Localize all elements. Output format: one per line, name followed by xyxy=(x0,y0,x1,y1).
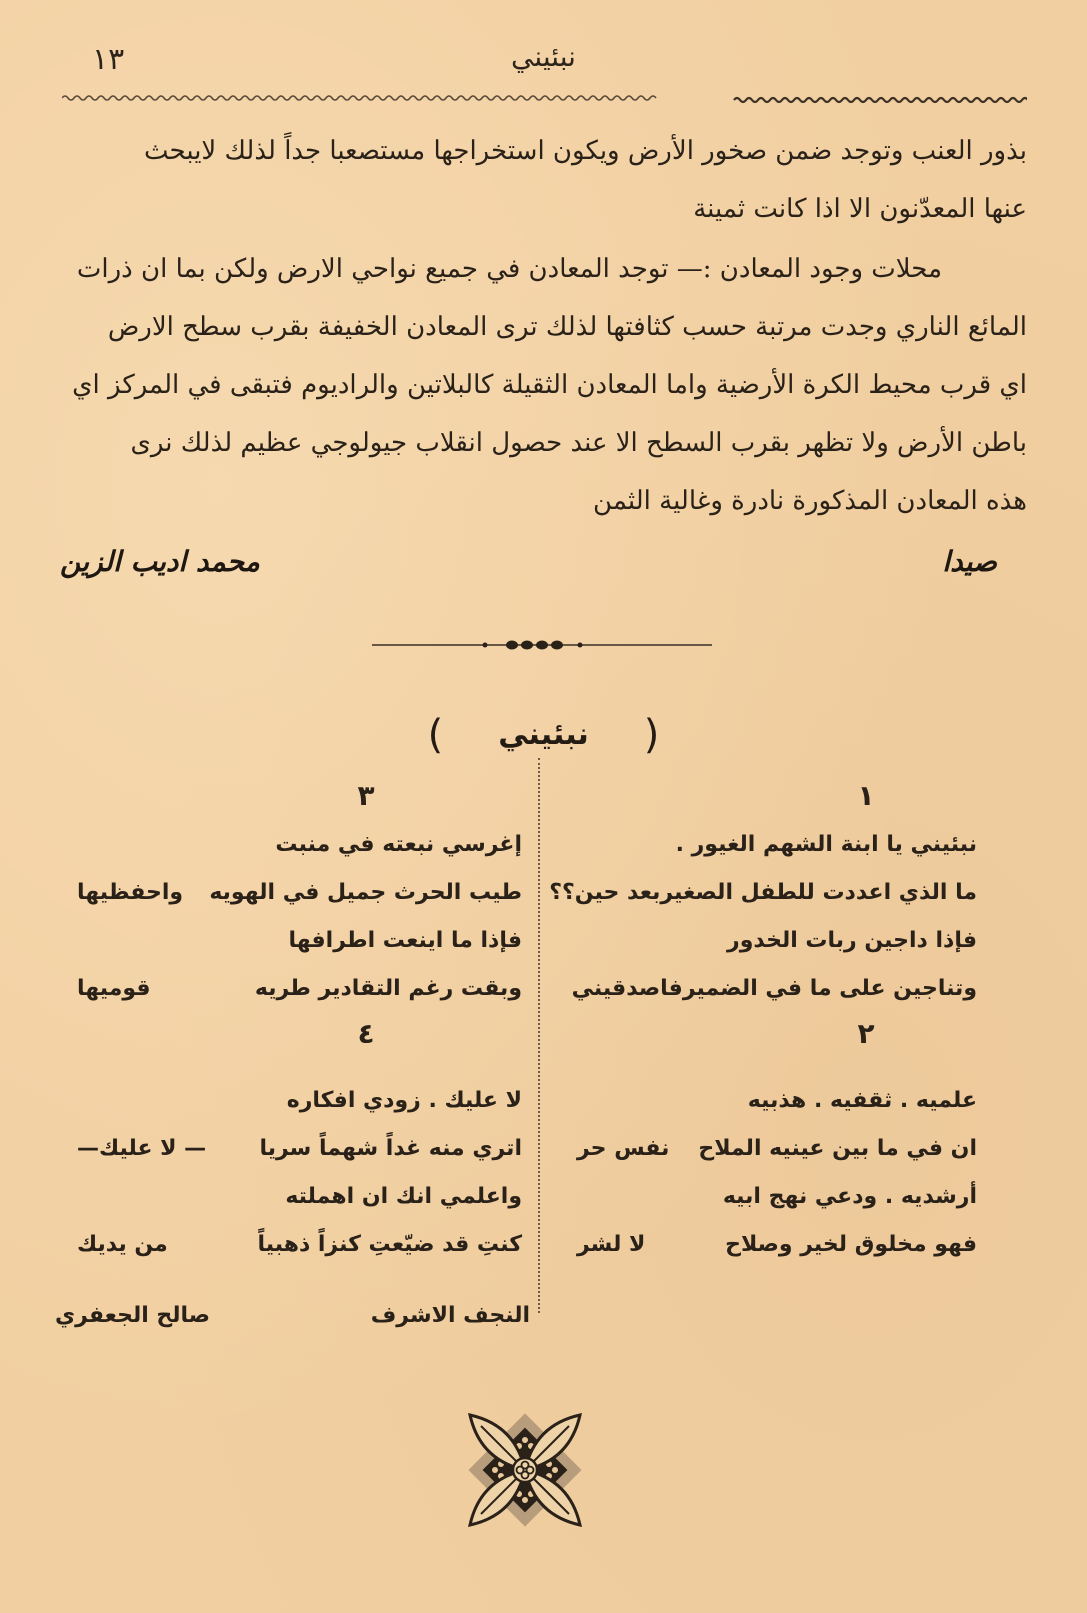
beaded-rule-icon xyxy=(372,638,712,652)
poem-place: النجف الاشرف xyxy=(370,1303,530,1328)
verse-line: ما الذي اعددت للطفل الصغير بعد حين؟؟ xyxy=(549,880,977,905)
stanza-number: ٣ xyxy=(357,779,375,812)
article-line: باطن الأرض ولا تظهر بقرب السطح الا عند حصول انقلاب جيولوجي عظيم لذلك نرى xyxy=(130,428,1027,458)
wavy-rule-icon xyxy=(62,92,1027,104)
poem-signature xyxy=(55,1303,530,1328)
article-line: هذه المعادن المذكورة نادرة وغالية الثمن xyxy=(593,486,1027,516)
poem-title: (نبئيني) xyxy=(427,712,660,758)
article-paragraph-2 xyxy=(52,240,1027,530)
verse-line: اتري منه غداً شهماً سريا — لا عليك— xyxy=(77,1136,522,1161)
poem-column-right xyxy=(549,775,977,1269)
stanza-number: ٤ xyxy=(357,1017,375,1050)
verse-line: فهو مخلوق لخير وصلاح لا لشر xyxy=(577,1232,977,1257)
poem-column-left xyxy=(50,775,522,1269)
stanza-number: ١ xyxy=(857,779,875,812)
article-signature xyxy=(60,545,997,578)
verse-line: فإذا ما اينعت اطرافها xyxy=(288,928,522,953)
page-number: ١٣ xyxy=(92,42,125,77)
verse-line: نبئيني يا ابنة الشهم الغيور . xyxy=(675,832,977,857)
poem-title-text: نبئيني xyxy=(498,717,589,752)
running-title: نبئيني xyxy=(511,40,576,73)
article-line: محلات وجود المعادن :— توجد المعادن في جميع نواحي الارض ولكن بما ان ذرات xyxy=(76,254,942,284)
verse-line: علميه . ثقفيه . هذبيه xyxy=(747,1088,977,1113)
article-paragraph-1 xyxy=(52,122,1027,238)
verse-line: أرشديه . ودعي نهج ابيه xyxy=(722,1184,977,1209)
floral-tailpiece-icon xyxy=(460,1405,590,1535)
verse-line: فإذا داجين ربات الخدور xyxy=(727,928,977,953)
verse-line: إغرسي نبعته في منبت xyxy=(275,832,522,857)
verse-line: لا عليك . زودي افكاره xyxy=(286,1088,522,1113)
verse-line: ان في ما بين عينيه الملاح نفس حر xyxy=(577,1136,977,1161)
article-line: المائع الناري وجدت مرتبة حسب كثافتها لذلك ترى المعادن الخفيفة بقرب سطح الارض xyxy=(107,312,1027,342)
article-line: بذور العنب وتوجد ضمن صخور الأرض ويكون استخراجها مستصعبا جداً لذلك لايبحث xyxy=(144,136,1027,166)
verse-line: كنتِ قد ضيّعتِ كنزاً ذهبياً من يديك xyxy=(77,1232,522,1257)
column-divider xyxy=(538,758,540,1313)
verse-line: واعلمي انك ان اهملته xyxy=(285,1184,522,1209)
verse-line: وتناجين على ما في الضمير فاصدقيني xyxy=(571,976,977,1001)
article-author: محمد اديب الزين xyxy=(60,545,260,578)
article-place: صيدا xyxy=(942,545,997,578)
article-line: عنها المعدّنون الا اذا كانت ثمينة xyxy=(693,194,1027,224)
poem-poet: صالح الجعفري xyxy=(55,1303,211,1328)
stanza-number: ٢ xyxy=(857,1017,875,1050)
verse-line: طيب الحرث جميل في الهويه واحفظيها xyxy=(77,880,522,905)
verse-line: وبقت رغم التقادير طريه قوميها xyxy=(77,976,522,1001)
article-line: اي قرب محيط الكرة الأرضية واما المعادن الثقيلة كالبلاتين والراديوم فتبقى في المركز اي xyxy=(72,370,1027,400)
